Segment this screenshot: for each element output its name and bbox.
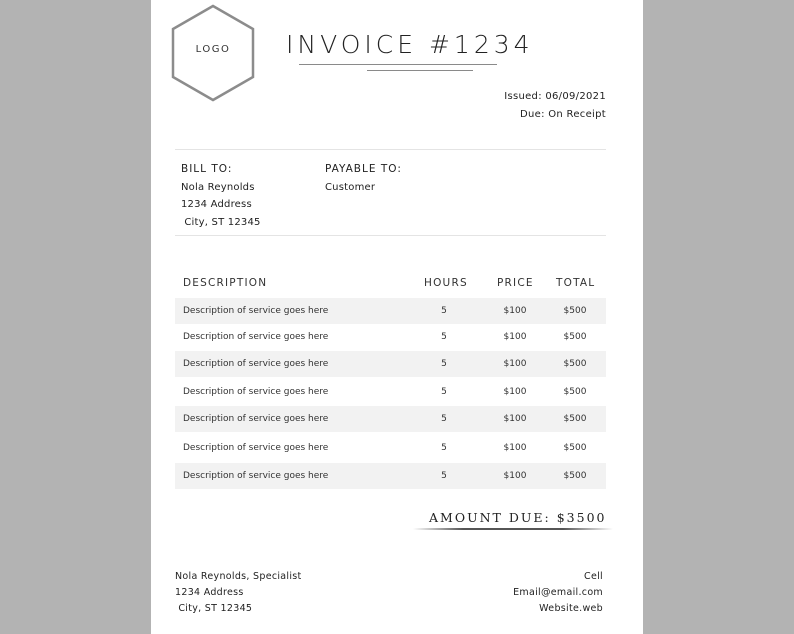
logo-text: LOGO [195,44,231,55]
row-description: Description of service goes here [183,387,329,397]
footer-city: City, ST 12345 [175,603,253,614]
invoice-title: INVOICE #1234 [286,30,534,59]
invoice-page [151,0,643,634]
row-total: $500 [563,306,587,316]
payable-to-name: Customer [325,182,376,193]
col-header-description: DESCRIPTION [183,277,268,289]
row-description: Description of service goes here [183,359,329,369]
col-header-hours: HOURS [424,277,468,289]
row-description: Description of service goes here [183,471,329,481]
table-row [175,351,606,377]
row-hours: 5 [441,387,447,397]
row-price: $100 [503,443,527,453]
table-row [175,324,606,350]
row-description: Description of service goes here [183,306,329,316]
bill-to-name: Nola Reynolds [181,182,255,193]
row-total: $500 [563,471,587,481]
payable-to-label: PAYABLE TO: [325,163,402,175]
row-hours: 5 [441,359,447,369]
row-description: Description of service goes here [183,414,329,424]
col-header-price: PRICE [497,277,534,289]
bill-to-address: 1234 Address [181,199,252,210]
footer-website: Website.web [539,603,603,614]
bill-to-city: City, ST 12345 [181,217,261,228]
row-price: $100 [503,471,527,481]
amount-due-underline [413,528,613,530]
row-description: Description of service goes here [183,332,329,342]
title-underline-short [367,70,473,71]
row-hours: 5 [441,306,447,316]
row-price: $100 [503,332,527,342]
amount-due: AMOUNT DUE: $3500 [429,510,607,525]
row-hours: 5 [441,414,447,424]
table-row [175,463,606,489]
row-hours: 5 [441,471,447,481]
row-total: $500 [563,414,587,424]
footer-name: Nola Reynolds, Specialist [175,571,302,582]
row-description: Description of service goes here [183,443,329,453]
issued-date: Issued: 06/09/2021 [504,91,606,102]
row-price: $100 [503,359,527,369]
table-row [175,406,606,432]
row-hours: 5 [441,443,447,453]
row-total: $500 [563,332,587,342]
row-total: $500 [563,359,587,369]
row-total: $500 [563,387,587,397]
footer-address: 1234 Address [175,587,244,598]
row-total: $500 [563,443,587,453]
divider-top [175,149,606,150]
divider-bottom [175,235,606,236]
table-row [175,379,606,405]
row-price: $100 [503,306,527,316]
row-price: $100 [503,414,527,424]
footer-email: Email@email.com [513,587,603,598]
bill-to-label: BILL TO: [181,163,233,175]
table-row [175,298,606,324]
due-terms: Due: On Receipt [520,109,606,120]
row-hours: 5 [441,332,447,342]
footer-cell: Cell [584,571,603,582]
title-underline [299,64,497,65]
col-header-total: TOTAL [556,277,596,289]
table-row [175,435,606,461]
row-price: $100 [503,387,527,397]
